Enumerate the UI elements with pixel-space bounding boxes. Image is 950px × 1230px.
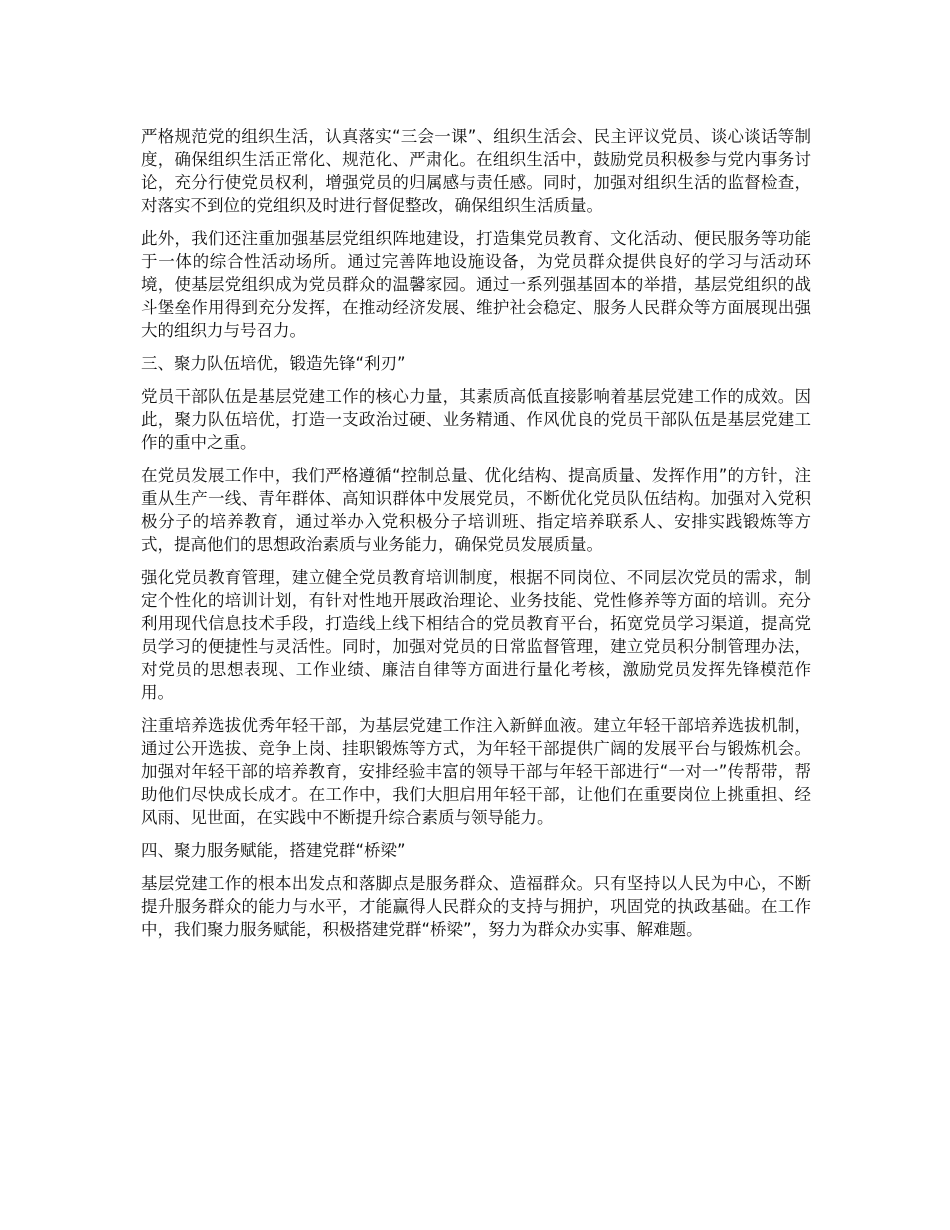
paragraph-member-development: 在党员发展工作中，我们严格遵循“控制总量、优化结构、提高质量、发挥作用”的方针，注重从生产一线、青年群体、高知识群体中发展党员，不断优化党员队伍结构。加强对入党积极分子的培养教育，通过举办入党积极分子培训班、指定培养联系人、安排实践锻炼等方式，提高他们的思想政治素质与业务能力，确保党员发展质量。 [141,466,811,554]
paragraph-member-education: 强化党员教育管理，建立健全党员教育培训制度，根据不同岗位、不同层次党员的需求，制定个性化的培训计划，有针对性地开展政治理论、业务技能、党性修养等方面的培训。充分利用现代信息技术手段，打造线上线下相结合的党员教育平台，拓宽党员学习渠道，提高党员学习的便捷性与灵活性。同时，加强对党员的日常监督管理，建立党员积分制管理办法，对党员的思想表现、工作业绩、廉洁自律等方面进行量化考核，激励党员发挥先锋模范作用。 [141,568,811,702]
paragraph-serving-masses: 基层党建工作的根本出发点和落脚点是服务群众、造福群众。只有坚持以人民为中心，不断提升服务群众的能力与水平，才能赢得人民群众的支持与拥护，巩固党的执政基础。在工作中，我们聚力服务赋能，积极搭建党群“桥梁”，努力为群众办实事、解难题。 [141,874,811,939]
paragraph-cadre-team: 党员干部队伍是基层党建工作的核心力量，其素质高低直接影响着基层党建工作的成效。因此，聚力队伍培优，打造一支政治过硬、业务精通、作风优良的党员干部队伍是基层党建工作的重中之重。 [141,387,811,452]
paragraph-young-cadres: 注重培养选拔优秀年轻干部，为基层党建工作注入新鲜血液。建立年轻干部培养选拔机制，通过公开选拔、竞争上岗、挂职锻炼等方式，为年轻干部提供广阔的发展平台与锻炼机会。加强对年轻干部的培养教育，安排经验丰富的领导干部与年轻干部进行“一对一”传帮带，帮助他们尽快成长成才。在工作中，我们大胆启用年轻干部，让他们在重要岗位上挑重担、经风雨、见世面，在实践中不断提升综合素质与领导能力。 [141,716,811,827]
section-heading-team-building: 三、聚力队伍培优，锻造先锋“利刃” [141,354,406,373]
section-heading-service: 四、聚力服务赋能，搭建党群“桥梁” [141,841,406,860]
paragraph-position-building: 此外，我们还注重加强基层党组织阵地建设，打造集党员教育、文化活动、便民服务等功能于一体的综合性活动场所。通过完善阵地设施设备，为党员群众提供良好的学习与活动环境，使基层党组织成为党员群众的温馨家园。通过一系列强基固本的举措，基层党组织的战斗堡垒作用得到充分发挥，在推动经济发展、维护社会稳定、服务人民群众等方面展现出强大的组织力与号召力。 [141,229,811,340]
document-body [141,125,811,951]
paragraph-organizational-life: 严格规范党的组织生活，认真落实“三会一课”、组织生活会、民主评议党员、谈心谈话等制度，确保组织生活正常化、规范化、严肃化。在组织生活中，鼓励党员积极参与党内事务讨论，充分行使党员权利，增强党员的归属感与责任感。同时，加强对组织生活的监督检查，对落实不到位的党组织及时进行督促整改，确保组织生活质量。 [141,127,811,215]
